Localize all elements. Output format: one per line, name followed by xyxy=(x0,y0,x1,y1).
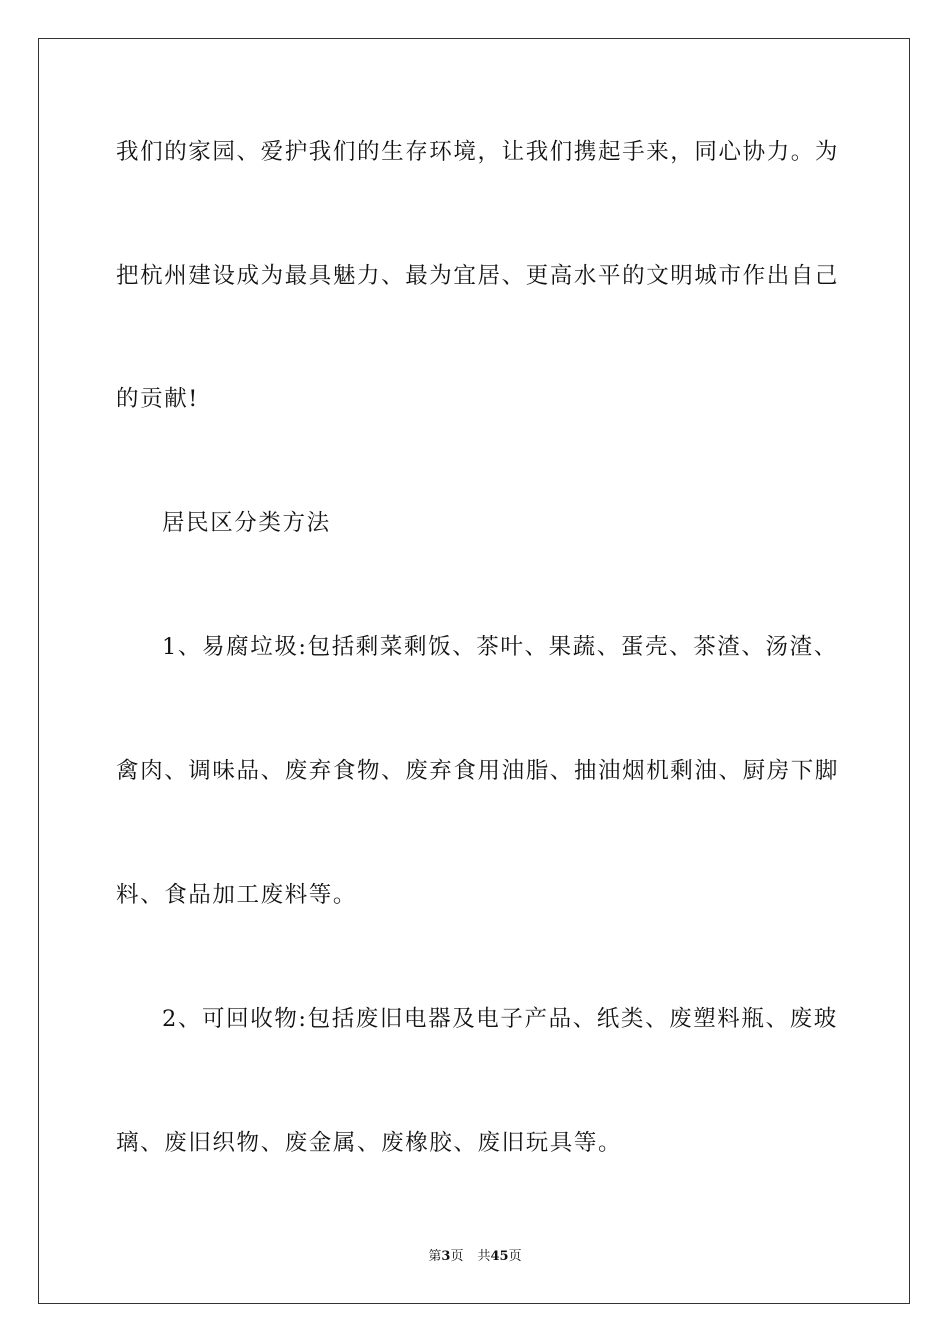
body-text-line: 把杭州建设成为最具魅力、最为宜居、更高水平的文明城市作出自己 xyxy=(116,263,840,289)
list-item-line: 1、易腐垃圾:包括剩菜剩饭、茶叶、果蔬、蛋壳、茶渣、汤渣、 xyxy=(162,634,838,660)
page-suffix: 页 xyxy=(450,1249,464,1264)
section-heading: 居民区分类方法 xyxy=(162,510,331,536)
list-item-line: 禽肉、调味品、废弃食物、废弃食用油脂、抽油烟机剩油、厨房下脚 xyxy=(116,758,840,784)
page-border xyxy=(38,38,910,1304)
list-item-line: 料、食品加工废料等。 xyxy=(116,882,358,908)
page-total: 45 xyxy=(490,1249,509,1264)
page-current: 3 xyxy=(441,1249,451,1264)
list-item-line: 2、可回收物:包括废旧电器及电子产品、纸类、废塑料瓶、废玻 xyxy=(162,1006,838,1032)
page-prefix: 第 xyxy=(428,1249,442,1264)
total-suffix: 页 xyxy=(508,1249,522,1264)
list-item-line: 璃、废旧织物、废金属、废橡胶、废旧玩具等。 xyxy=(116,1130,623,1156)
page-footer xyxy=(0,1248,950,1266)
total-prefix: 共 xyxy=(477,1249,491,1264)
body-text-line: 的贡献! xyxy=(116,386,199,412)
body-text-line: 我们的家园、爱护我们的生存环境，让我们携起手来，同心协力。为 xyxy=(116,139,840,165)
